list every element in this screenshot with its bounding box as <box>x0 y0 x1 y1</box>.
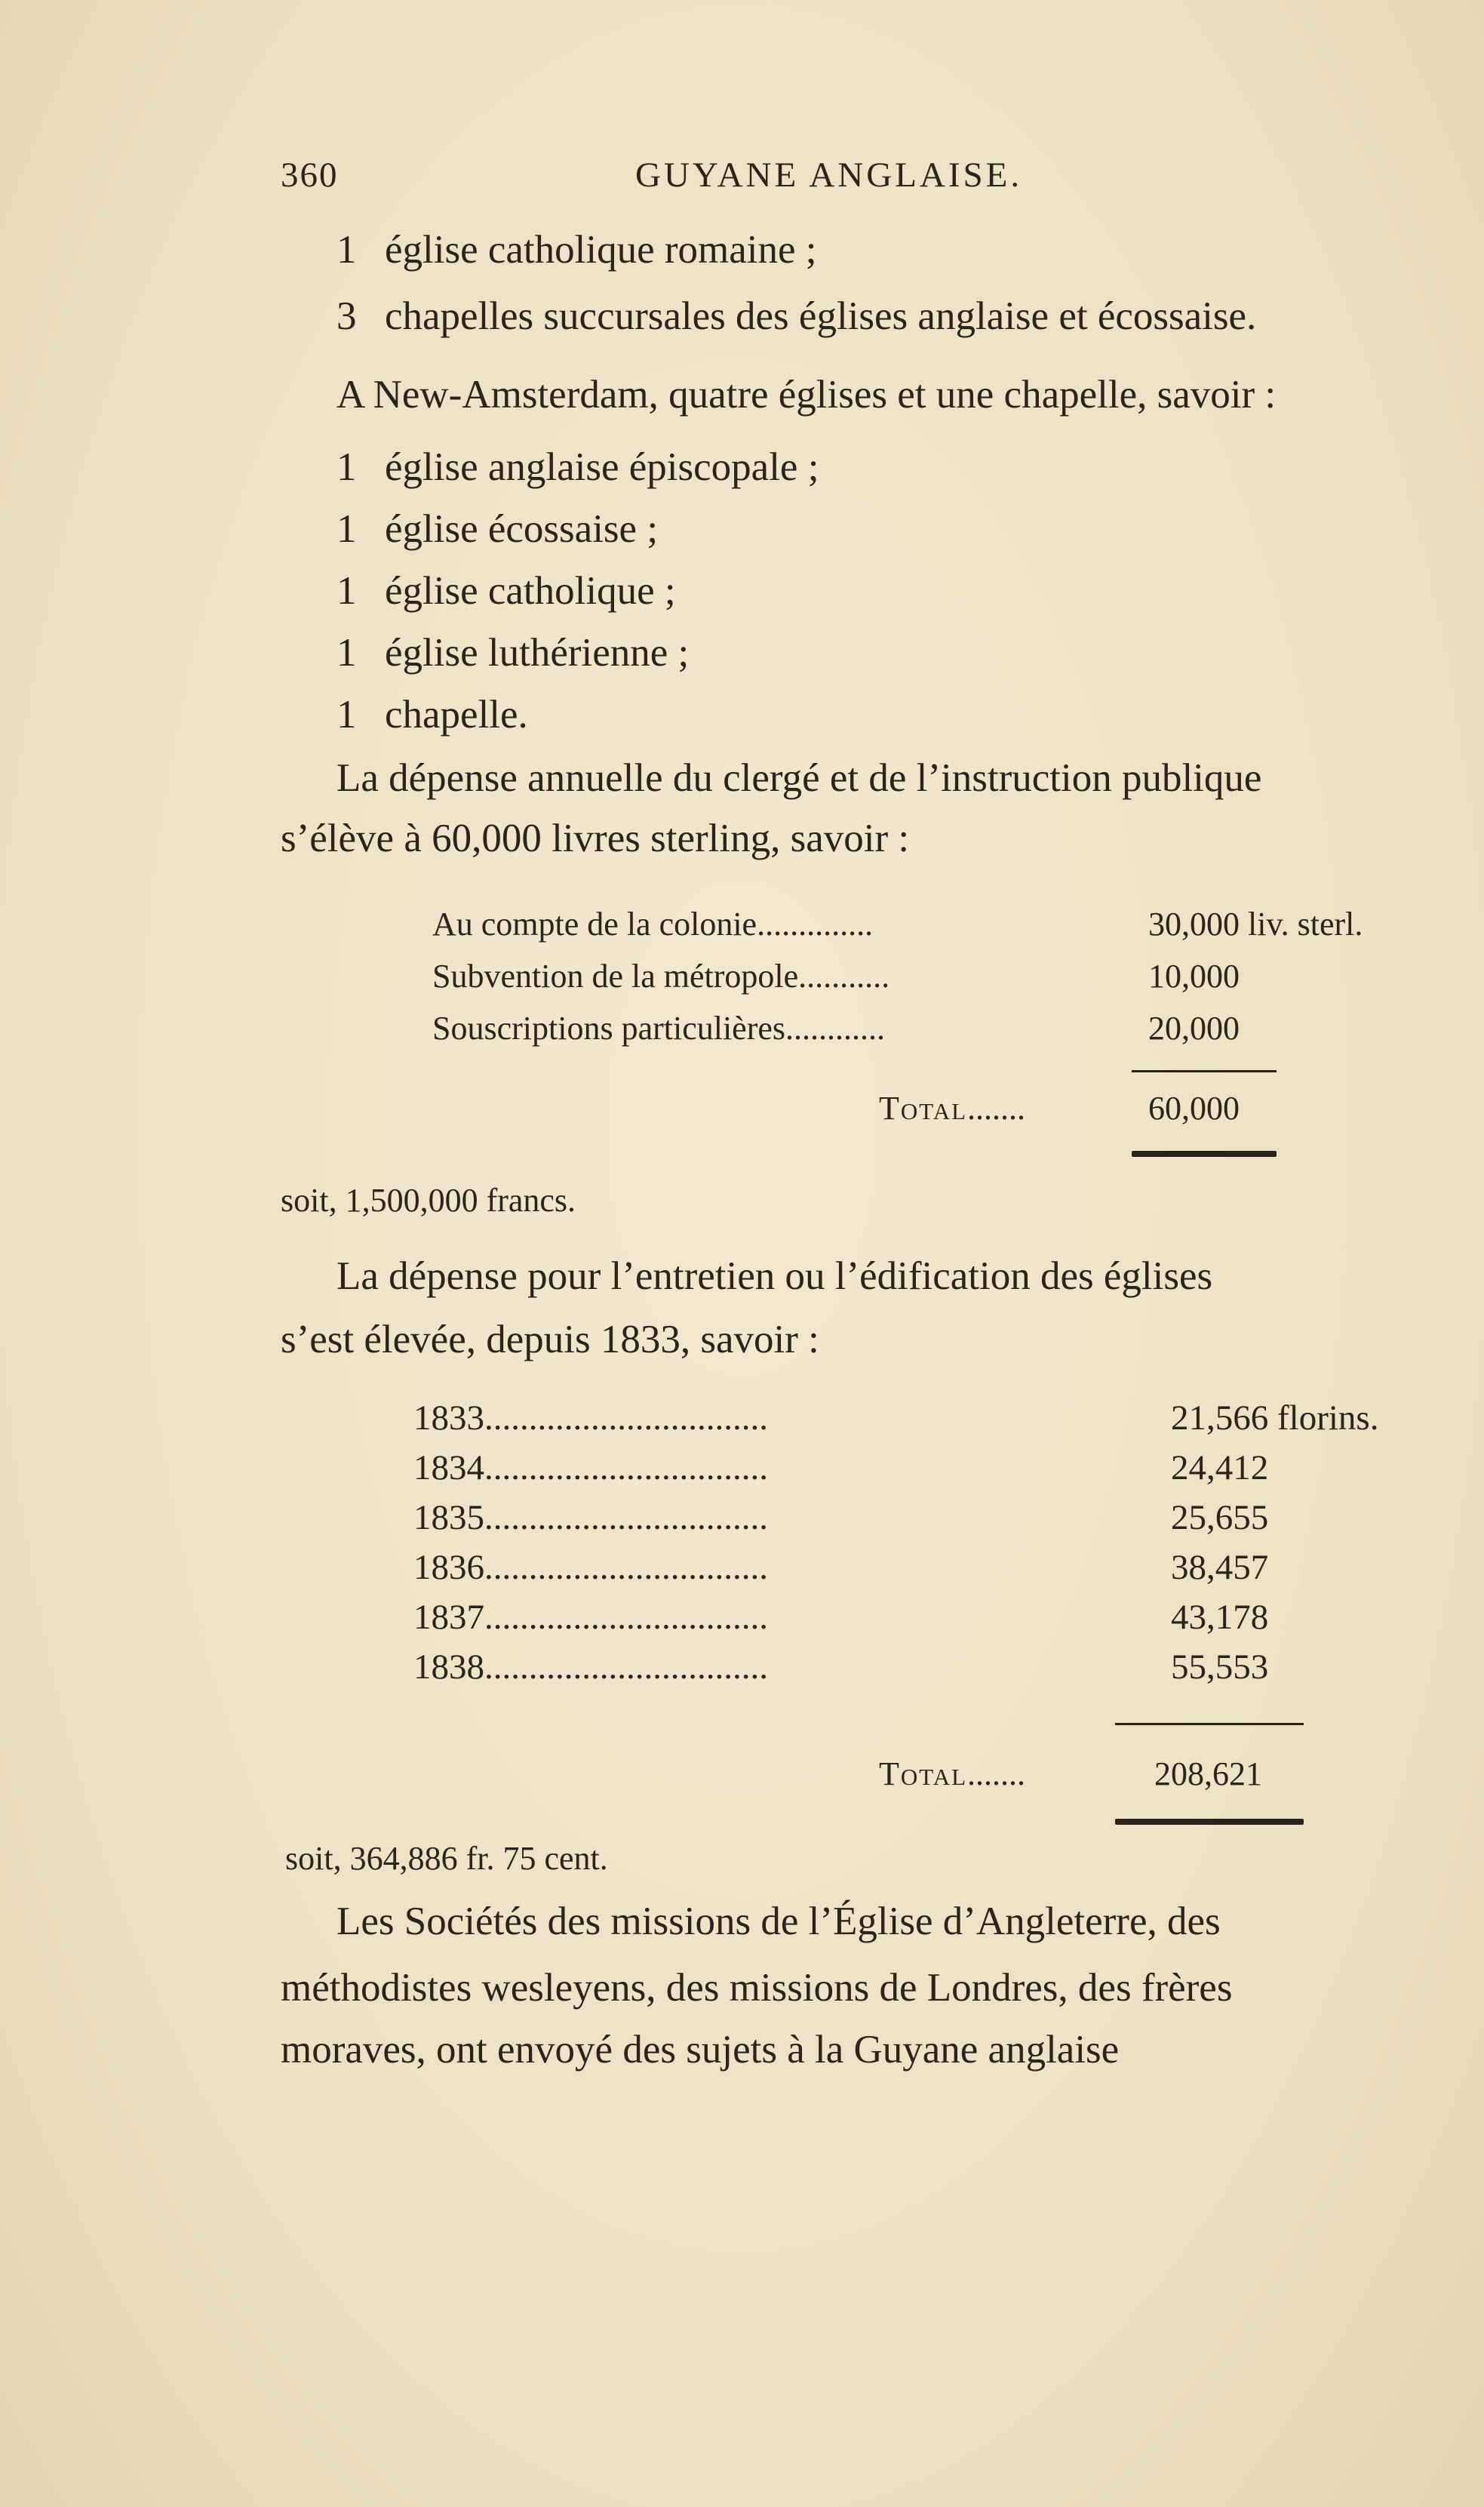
list-item-text: église anglaise épiscopale ; <box>385 445 819 489</box>
year: 1836 <box>413 1548 484 1587</box>
list-item-text: chapelle. <box>385 693 528 737</box>
list-item-count: 1 <box>336 569 357 613</box>
leader-dots: ............ <box>785 1010 886 1047</box>
churches-row-value: 24,412 <box>1171 1448 1269 1487</box>
expense-row <box>432 957 889 995</box>
list-item-count: 1 <box>336 631 357 675</box>
list-item <box>336 230 817 270</box>
churches-row <box>413 1497 768 1538</box>
leader-dots: ................................ <box>484 1647 768 1687</box>
list-item <box>336 571 676 611</box>
paragraph-expense-line: La dépense annuelle du clergé et de l’instruction publique <box>336 756 1262 800</box>
year: 1838 <box>413 1647 484 1687</box>
list-item-text: église luthérienne ; <box>385 631 690 675</box>
paragraph-missions-line: moraves, ont envoyé des sujets à la Guyane anglaise <box>281 2028 1120 2072</box>
expense-row <box>432 905 873 943</box>
list-item-text: église écossaise ; <box>385 507 659 551</box>
sum-rule <box>1132 1070 1277 1072</box>
churches-total-value: 208,621 <box>1154 1755 1262 1792</box>
churches-row-value: 25,655 <box>1171 1498 1269 1537</box>
leader-dots: ....... <box>967 1090 1026 1127</box>
paragraph-churches-line: s’est élevée, depuis 1833, savoir : <box>281 1318 819 1361</box>
list-item <box>336 294 1257 338</box>
list-item <box>336 633 689 673</box>
year: 1833 <box>413 1398 484 1438</box>
sum-rule <box>1115 1723 1304 1725</box>
expense-total-value: 60,000 <box>1148 1090 1240 1127</box>
page-number: 360 <box>281 155 339 195</box>
leader-dots: ................................ <box>484 1448 768 1487</box>
total-label: Total <box>879 1755 968 1792</box>
paragraph-new-amsterdam: A New-Amsterdam, quatre églises et une chapelle, savoir : <box>336 373 1277 417</box>
leader-dots: ................................ <box>484 1398 768 1438</box>
list-item-count: 1 <box>336 507 357 551</box>
expense-row-label: Au compte de la colonie <box>432 906 757 943</box>
list-item-count: 1 <box>336 228 357 272</box>
expense-row-value: 30,000 liv. sterl. <box>1148 906 1363 943</box>
expense-row-value: 20,000 <box>1148 1010 1240 1047</box>
total-label: Total <box>879 1090 968 1127</box>
list-item-text: église catholique romaine ; <box>385 228 817 272</box>
expense-row <box>432 1009 885 1047</box>
list-item <box>336 695 528 735</box>
list-item-text: chapelles succursales des églises anglaise et écossaise. <box>385 294 1257 338</box>
expense-row-value: 10,000 <box>1148 958 1240 995</box>
expense-total <box>879 1089 1025 1127</box>
total-rule <box>1132 1151 1277 1157</box>
expense-row-label: Subvention de la métropole <box>432 958 799 995</box>
leader-dots: ................................ <box>484 1548 768 1587</box>
churches-row <box>413 1547 768 1588</box>
paragraph-churches-line: La dépense pour l’entretien ou l’édification des églises <box>336 1254 1213 1298</box>
list-item-count: 1 <box>336 445 357 489</box>
paragraph-missions-line: méthodistes wesleyens, des missions de Londres, des frères <box>281 1966 1233 2010</box>
running-title: GUYANE ANGLAISE. <box>635 155 1023 195</box>
paragraph-expense-line: s’élève à 60,000 livres sterling, savoir : <box>281 817 910 860</box>
churches-row-value: 55,553 <box>1171 1647 1269 1687</box>
expense-row-label: Souscriptions particulières <box>432 1010 786 1047</box>
list-item <box>336 445 819 489</box>
leader-dots: ................................ <box>484 1498 768 1537</box>
churches-row-value: 21,566 florins. <box>1171 1398 1379 1438</box>
churches-row-value: 38,457 <box>1171 1548 1269 1587</box>
year: 1834 <box>413 1448 484 1487</box>
year: 1835 <box>413 1498 484 1537</box>
churches-row <box>413 1647 768 1687</box>
list-item-count: 1 <box>336 693 357 737</box>
list-item <box>336 509 658 549</box>
churches-row <box>413 1597 768 1638</box>
churches-row <box>413 1447 768 1488</box>
leader-dots: ................................ <box>484 1598 768 1637</box>
total-rule <box>1115 1819 1304 1825</box>
leader-dots: ....... <box>967 1755 1026 1792</box>
list-item-text: église catholique ; <box>385 569 676 613</box>
leader-dots: ........... <box>798 958 890 995</box>
churches-row <box>413 1398 768 1438</box>
churches-conversion: soit, 364,886 fr. 75 cent. <box>285 1840 608 1877</box>
year: 1837 <box>413 1598 484 1637</box>
leader-dots: .............. <box>757 906 874 943</box>
churches-row-value: 43,178 <box>1171 1598 1269 1637</box>
expense-conversion: soit, 1,500,000 francs. <box>281 1182 576 1219</box>
list-item-count: 3 <box>336 294 357 338</box>
paragraph-missions-line: Les Sociétés des missions de l’Église d’Angleterre, des <box>336 1899 1221 1943</box>
churches-total <box>879 1755 1025 1793</box>
